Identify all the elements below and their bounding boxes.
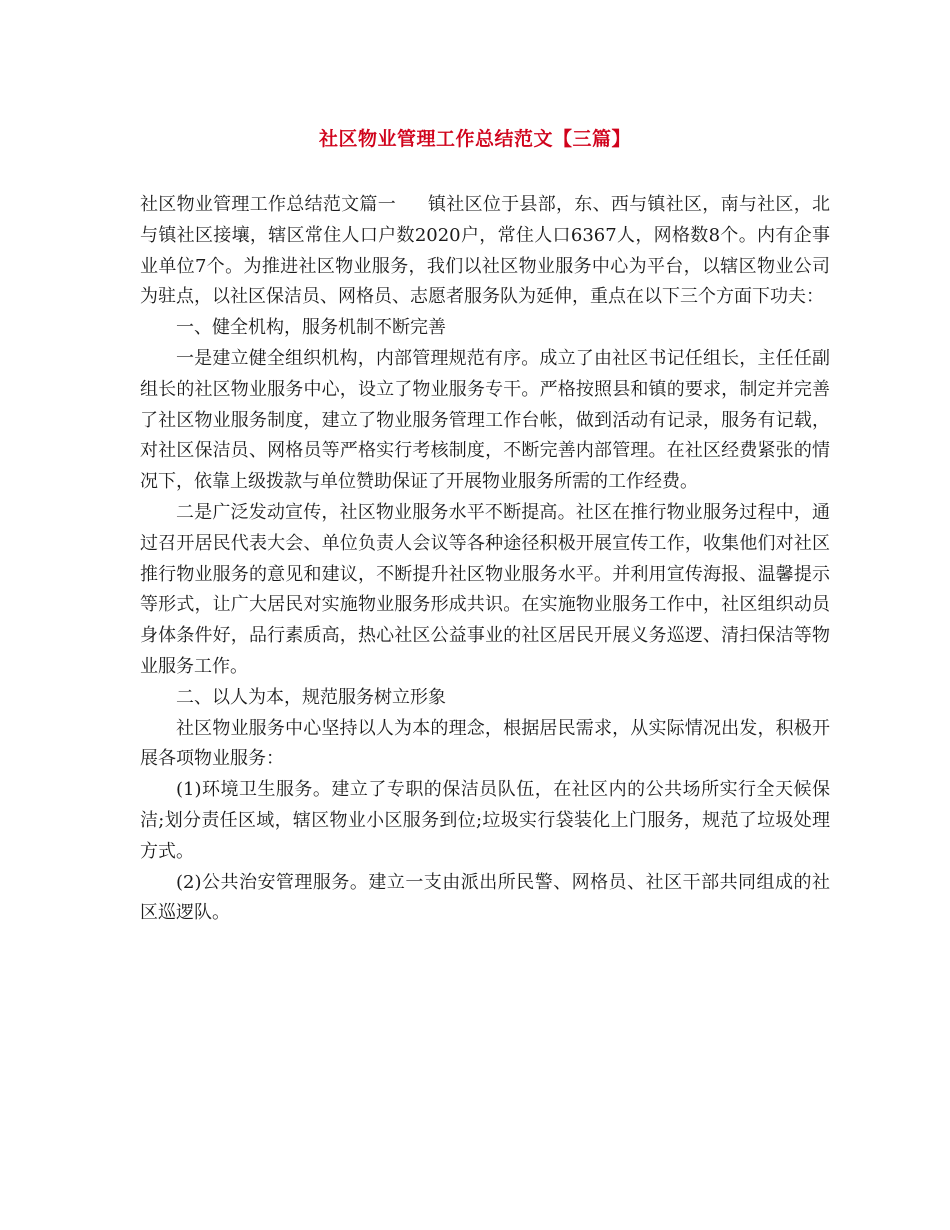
list-item: (2)公共治安管理服务。建立一支由派出所民警、网格员、社区干部共同组成的社区巡逻队。 [140, 871, 830, 924]
document-body [140, 190, 830, 929]
lead-label: 社区物业管理工作总结范文篇一 [140, 194, 396, 215]
paragraph: 社区物业服务中心坚持以人为本的理念，根据居民需求，从实际情况出发，积极开展各项物业服务： [140, 717, 830, 770]
list-item: (1)环境卫生服务。建立了专职的保洁员队伍，在社区内的公共场所实行全天候保洁;划分责任区域，辖区物业小区服务到位;垃圾实行袋装化上门服务，规范了垃圾处理方式。 [140, 779, 830, 862]
section-heading-1: 一、健全机构，服务机制不断完善 [176, 317, 446, 339]
lead-paragraph [140, 190, 830, 313]
paragraph: 二是广泛发动宣传，社区物业服务水平不断提高。社区在推行物业服务过程中，通过召开居民代表大会、单位负责人会议等各种途径积极开展宣传工作，收集他们对社区推行物业服务的意见和建议，不断提升社区物业服务水平。并利用宣传海报、温馨提示等形式，让广大居民对实施物业服务形成共识。在实施物业服务工作中，社区组织动员身体条件好，品行素质高，热心社区公益事业的社区居民开展义务巡逻、清扫保洁等物业服务工作。 [140, 501, 830, 677]
section-heading-2: 二、以人为本，规范服务树立形象 [176, 686, 446, 708]
lead-text: 镇社区位于县部，东、西与镇社区，南与社区，北与镇社区接壤，辖区常住人口户数2020户，常住人口6367人，网格数8个。内有企事业单位7个。为推进社区物业服务，我们以社区物业服务中心为平台，以辖区物业公司为驻点，以社区保洁员、网格员、志愿者服务队为延伸，重点在以下三个方面下功夫： [140, 194, 830, 308]
document-title: 社区物业管理工作总结范文【三篇】 [318, 128, 631, 150]
paragraph: 一是建立健全组织机构，内部管理规范有序。成立了由社区书记任组长，主任任副组长的社区物业服务中心，设立了物业服务专干。严格按照县和镇的要求，制定并完善了社区物业服务制度，建立了物业服务管理工作台帐，做到活动有记录，服务有记载，对社区保洁员、网格员等严格实行考核制度，不断完善内部管理。在社区经费紧张的情况下，依靠上级拨款与单位赞助保证了开展物业服务所需的工作经费。 [140, 347, 830, 493]
